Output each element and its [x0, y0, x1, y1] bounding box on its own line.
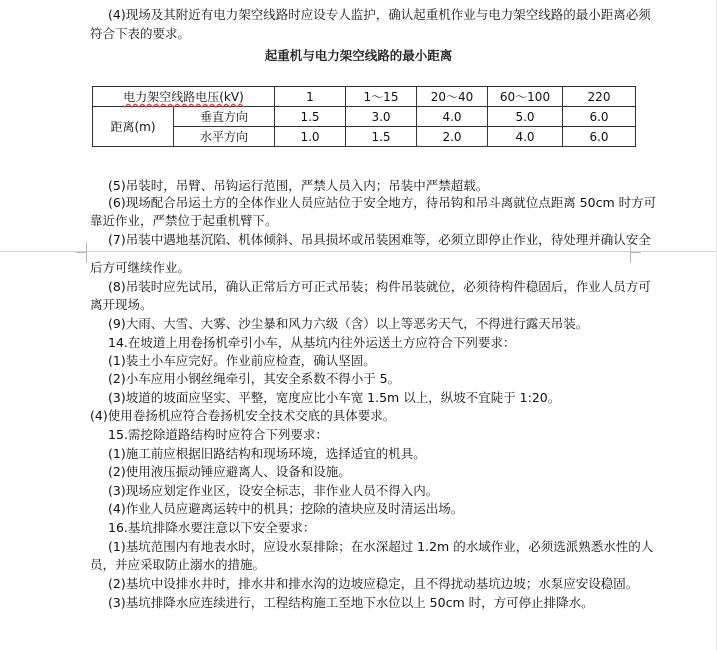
paragraph-line: 离开现场。 [90, 297, 153, 312]
table-cell: 60～100 [488, 87, 563, 107]
paragraph-line: (2)使用液压振动锤应避离人、设备和设施。 [108, 464, 351, 479]
paragraph-line: (1)施工前应根据旧路结构和现场环境，选择适宜的机具。 [108, 446, 426, 461]
table-cell: 1.0 [275, 127, 346, 147]
table-cell: 220 [563, 87, 636, 107]
table-cell: 4.0 [417, 107, 488, 127]
paragraph-line: (5)吊装时，吊臂、吊钩运行范围，严禁人员入内；吊装中严禁超载。 [108, 178, 489, 193]
table-caption: 起重机与电力架空线路的最小距离 [264, 48, 453, 63]
table-cell: 1.5 [346, 127, 417, 147]
table-cell: 垂直方向 [174, 107, 275, 127]
paragraph-line: 员，并应采取防止溺水的措施。 [90, 557, 266, 572]
paragraph-line: (9)大雨、大雪、大雾、沙尘暴和风力六级（含）以上等恶劣天气，不得进行露天吊装。 [108, 316, 589, 331]
page-corner-mark [630, 252, 641, 263]
page-corner-mark [76, 252, 87, 263]
paragraph-line: 15.需挖除道路结构时应符合下列要求： [108, 427, 328, 442]
paragraph-line: 后方可继续作业。 [90, 260, 191, 275]
voltage-header-cell: 电力架空线路电压(kV) [93, 87, 275, 107]
table-cell: 20～40 [417, 87, 488, 107]
table-cell: 1.5 [275, 107, 346, 127]
table-row [93, 107, 636, 127]
paragraph-line: (3)基坑排降水应连续进行，工程结构施工至地下水位以上 50cm 时，方可停止排降水。 [108, 595, 594, 610]
distance-table [92, 86, 636, 147]
paragraph-line: (7)吊装中遇地基沉陷、机体倾斜、吊具损坏或吊装困难等，必须立即停止作业，待处理并确认安全 [108, 232, 651, 247]
table-cell: 4.0 [488, 127, 563, 147]
distance-label-cell: 距离(m) [93, 107, 174, 147]
paragraph-line: (4)作业人员应避离运转中的机具；挖除的渣块应及时清运出场。 [108, 501, 464, 516]
paragraph-4-line-2: 符合下表的要求。 [90, 26, 191, 41]
paragraph-line: (3)坡道的坡面应坚实、平整，宽度应比小车宽 1.5m 以上，纵坡不宜陡于 1:20。 [108, 390, 561, 405]
paragraph-line: (2)小车应用小钢丝绳牵引，其安全系数不得小于 5。 [108, 371, 401, 386]
table-cell: 1～15 [346, 87, 417, 107]
table-cell: 1 [275, 87, 346, 107]
table-cell: 3.0 [346, 107, 417, 127]
paragraph-line: (1)基坑范围内有地表水时，应设水泵排除；在水深超过 1.2m 的水域作业，必须选派熟悉水性的人 [108, 539, 654, 554]
paragraph-line: 14.在坡道上用卷扬机牵引小车，从基坑内往外运送土方应符合下列要求： [108, 335, 516, 350]
table-header-row [93, 87, 636, 107]
table-cell: 水平方向 [174, 127, 275, 147]
paragraph-line: 16.基坑排降水要注意以下安全要求： [108, 520, 316, 535]
table-row [93, 127, 636, 147]
table-cell: 5.0 [488, 107, 563, 127]
paragraph-line: (3)现场应划定作业区，设安全标志，非作业人员不得入内。 [108, 483, 439, 498]
paragraph-line: (6)现场配合吊运土方的全体作业人员应站位于安全地方，待吊钩和吊斗离就位点距离 50cm 时方可 [108, 195, 657, 210]
table-cell: 2.0 [417, 127, 488, 147]
paragraph-line: (2)基坑中设排水井时，排水井和排水沟的边坡应稳定，且不得扰动基坑边坡；水泵应安设稳固。 [108, 576, 639, 591]
paragraph-line: (1)装土小车应完好。作业前应检查，确认坚固。 [108, 353, 376, 368]
paragraph-line: (8)吊装时应先试吊，确认正常后方可正式吊装；构件吊装就位，必须待构件稳固后，作业人员方可 [108, 279, 651, 294]
table-cell: 6.0 [563, 107, 636, 127]
table-cell: 6.0 [563, 127, 636, 147]
page-break-line [0, 251, 717, 252]
paragraph-line: (4)使用卷扬机应符合卷扬机安全技术交底的具体要求。 [90, 408, 396, 423]
paragraph-line: 靠近作业，严禁位于起重机臂下。 [90, 213, 278, 228]
paragraph-4-line-1: (4)现场及其附近有电力架空线路时应设专人监护，确认起重机作业与电力架空线路的最小距离必须 [108, 7, 651, 22]
